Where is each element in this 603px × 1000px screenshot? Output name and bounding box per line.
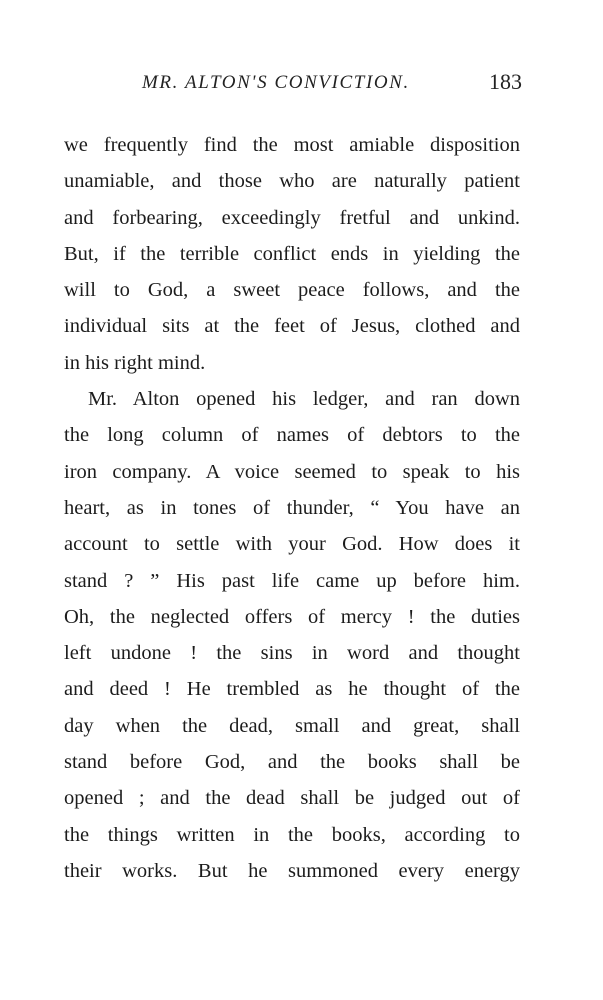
text-line: account to settle with your God. How does it (64, 533, 520, 556)
text-line: opened ; and the dead shall be judged out of (64, 787, 520, 810)
text-line: and deed ! He trembled as he thought of the (64, 678, 520, 701)
text-line: in his right mind. (64, 351, 206, 374)
text-line: individual sits at the feet of Jesus, clothed and (64, 315, 520, 338)
text-line: left undone ! the sins in word and thought (64, 642, 520, 665)
text-line: and forbearing, exceedingly fretful and unkind. (64, 206, 520, 229)
page-number: 183 (489, 69, 522, 94)
text-line: heart, as in tones of thunder, “ You have an (64, 496, 520, 519)
text-line: Mr. Alton opened his ledger, and ran down (88, 388, 520, 411)
text-line: But, if the terrible conflict ends in yielding the (64, 242, 520, 265)
text-line: will to God, a sweet peace follows, and the (64, 279, 520, 302)
text-line: we frequently find the most amiable disposition (64, 134, 520, 156)
text-line: unamiable, and those who are naturally patient (64, 170, 520, 193)
running-title: MR. ALTON'S CONVICTION. (142, 72, 410, 93)
text-line: Oh, the neglected offers of mercy ! the duties (64, 605, 520, 628)
body-text (64, 127, 520, 889)
text-line: their works. But he summoned every energy (64, 859, 520, 882)
running-head (64, 69, 522, 102)
text-line: the long column of names of debtors to the (64, 424, 520, 447)
text-line: the things written in the books, according to (64, 823, 520, 846)
text-line: stand before God, and the books shall be (64, 751, 520, 774)
text-line: stand ? ” His past life came up before him. (64, 569, 520, 592)
text-line: iron company. A voice seemed to speak to his (64, 460, 520, 483)
text-line: day when the dead, small and great, shall (64, 714, 520, 737)
